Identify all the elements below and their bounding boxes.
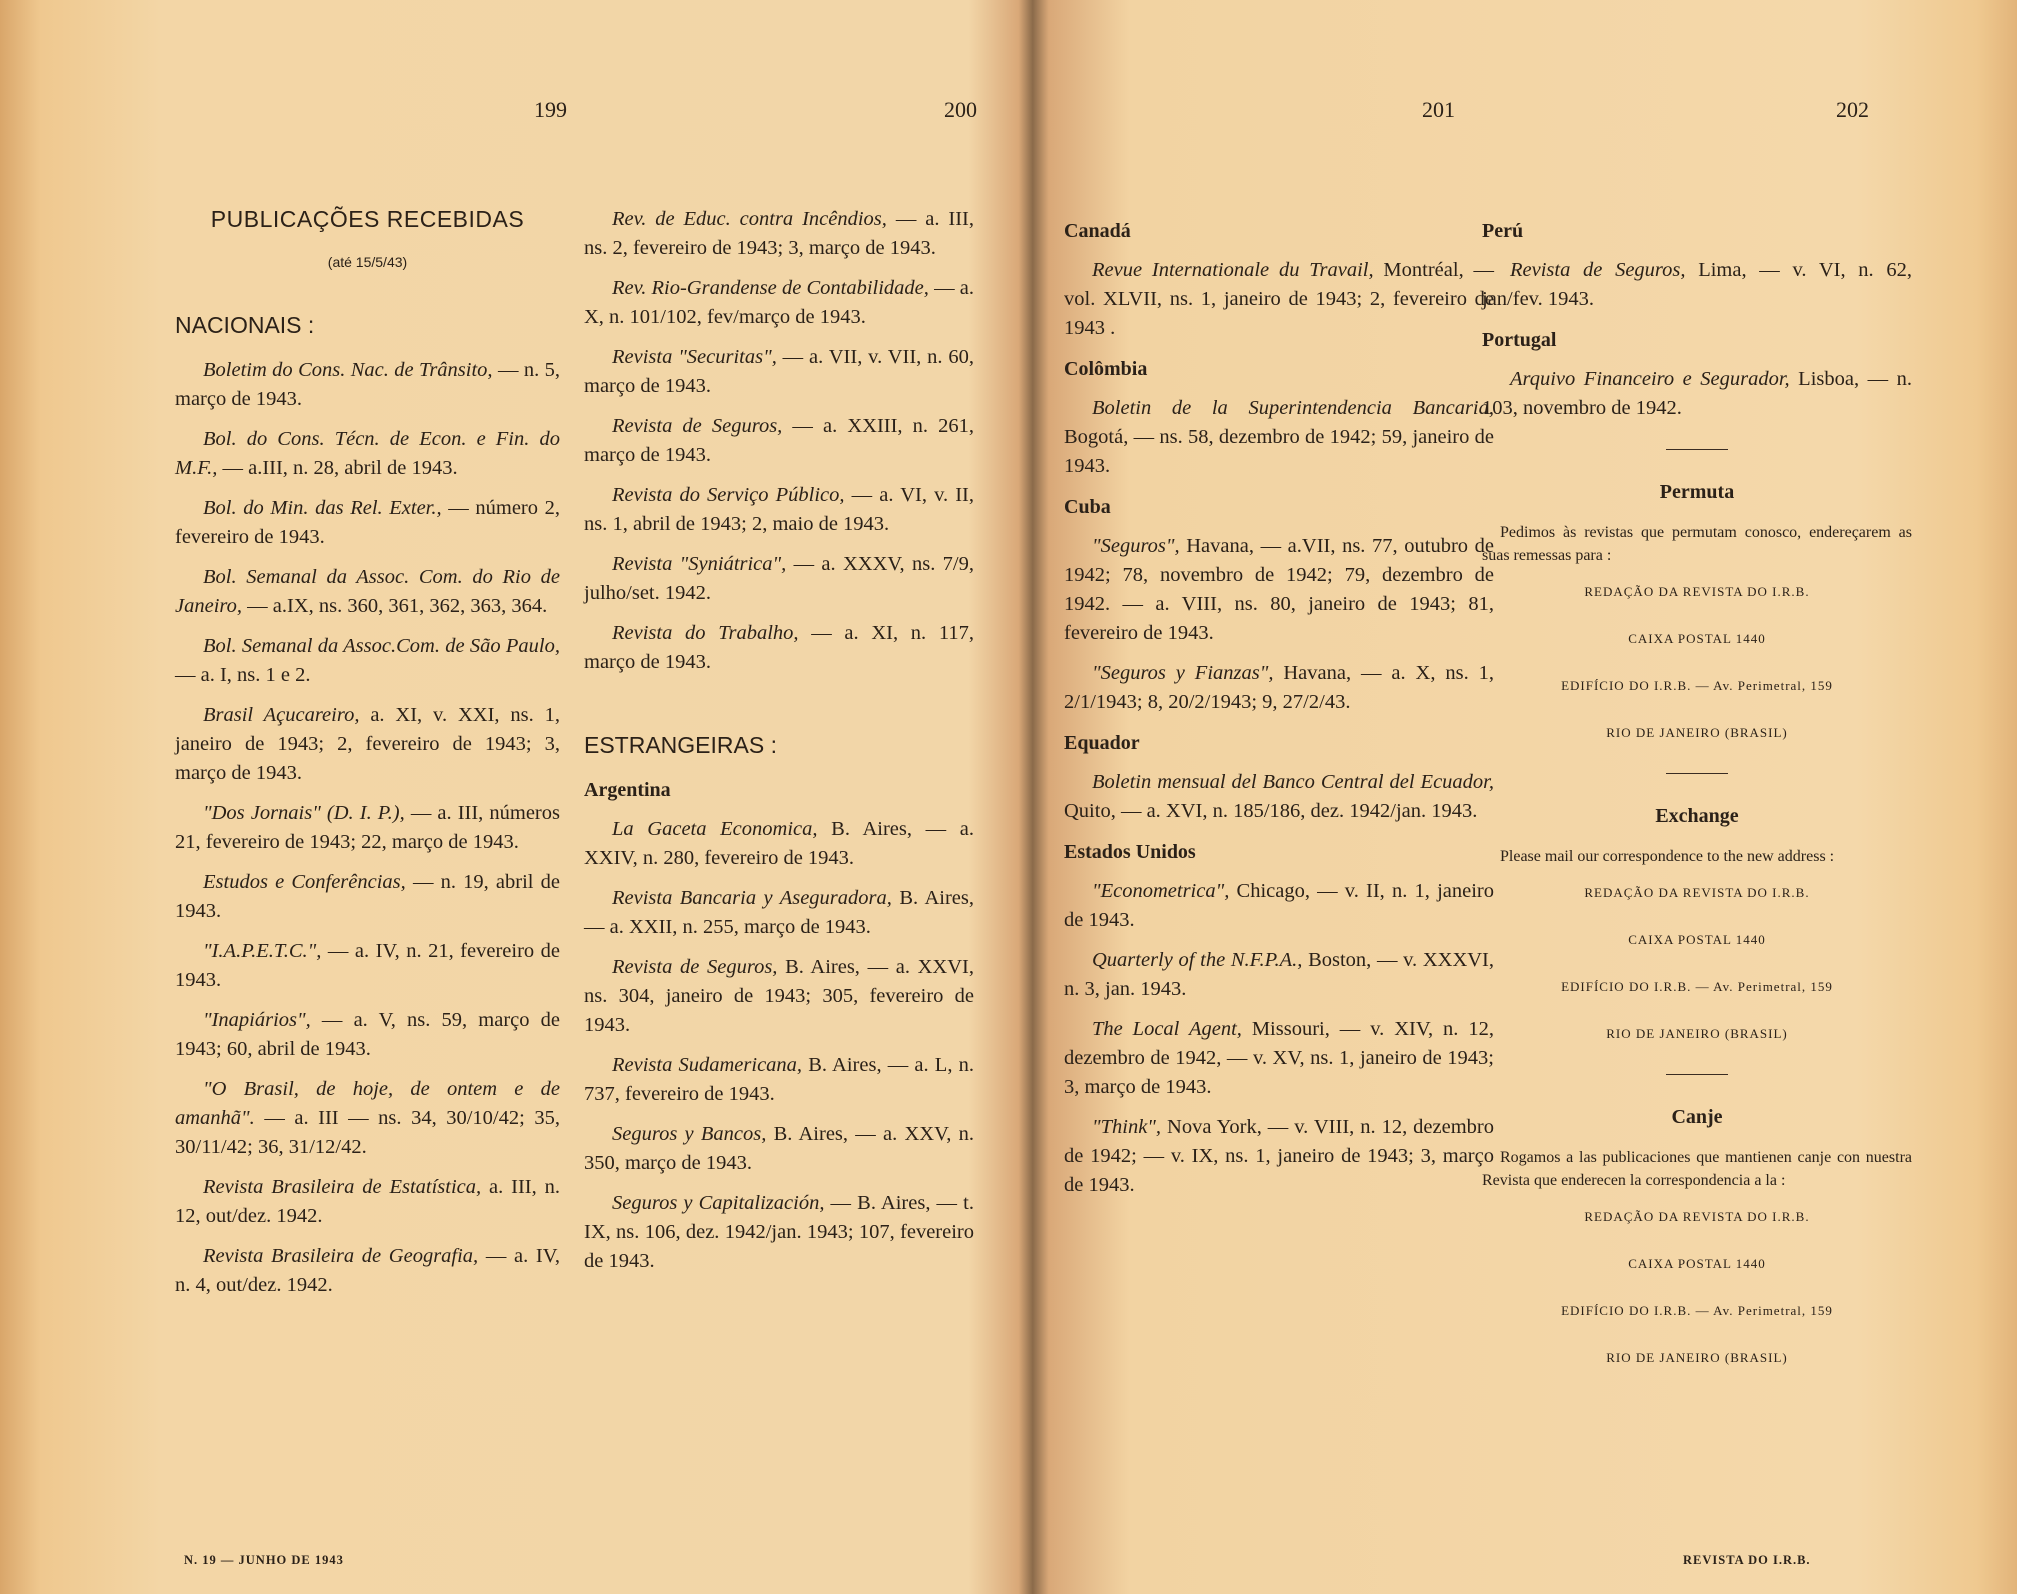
publication-entry bbox=[175, 1075, 560, 1162]
publication-title: Revista de Seguros, bbox=[1510, 259, 1686, 281]
publication-entry bbox=[1064, 946, 1494, 1004]
publication-entry bbox=[175, 425, 560, 483]
publication-title: Revista Bancaria y Aseguradora, bbox=[612, 887, 892, 909]
publication-title: Boletin de la Superintendencia Bancaria, bbox=[1092, 397, 1494, 419]
publication-entry bbox=[584, 1051, 974, 1109]
notice-text: Pedimos às revistas que permutam conosco, endereçarem as suas remessas para : bbox=[1482, 524, 1912, 564]
publication-entry bbox=[584, 412, 974, 470]
publication-title: Rev. Rio-Grandense de Contabilidade, bbox=[612, 277, 929, 299]
publication-entry bbox=[175, 1006, 560, 1064]
publication-entry bbox=[1064, 256, 1494, 343]
notice-text: Rogamos a las publicaciones que mantienen canje con nuestra Revista que enderecen la correspondencia a la : bbox=[1482, 1149, 1912, 1189]
publication-title: "I.A.P.E.T.C.", bbox=[203, 940, 322, 962]
address-line: REDAÇÃO DA REVISTA DO I.R.B. bbox=[1584, 885, 1810, 900]
publication-entry bbox=[175, 1242, 560, 1300]
publication-entry bbox=[175, 937, 560, 995]
publication-details: Havana, — a. X, ns. 1, 2/1/1943; 8, 20/2/1943; 9, 27/2/43. bbox=[1064, 662, 1494, 713]
publication-entry bbox=[584, 1120, 974, 1178]
publication-title: La Gaceta Economica, bbox=[612, 818, 818, 840]
publication-title: Quarterly of the N.F.P.A., bbox=[1092, 949, 1303, 971]
publication-details: — a. IV, n. 4, out/dez. 1942. bbox=[175, 1245, 560, 1296]
publication-details: a. XI, v. XXI, ns. 1, janeiro de 1943; 2, fevereiro de 1943; 3, março de 1943. bbox=[175, 704, 561, 784]
publication-details: — a. III — ns. 34, 30/10/42; 35, 30/11/42; 36, 31/12/42. bbox=[175, 1107, 560, 1158]
publication-entry bbox=[1064, 394, 1494, 481]
address-line: CAIXA POSTAL 1440 bbox=[1628, 631, 1766, 646]
publication-entry bbox=[584, 481, 974, 539]
publication-details: Missouri, — v. XIV, n. 12, dezembro de 1942, — v. XV, ns. 1, janeiro de 1943; 3, março de 1943. bbox=[1064, 1018, 1494, 1098]
publication-entry bbox=[1482, 256, 1912, 314]
column-199 bbox=[175, 205, 560, 1311]
publication-entry bbox=[1064, 877, 1494, 935]
notice-heading: Exchange bbox=[1655, 805, 1739, 827]
publication-details: — a. V, ns. 59, março de 1943; 60, abril de 1943. bbox=[175, 1009, 560, 1060]
publication-title: Bol. do Cons. Técn. de Econ. e Fin. do M.F., bbox=[175, 428, 560, 479]
notice-heading: Canje bbox=[1671, 1106, 1723, 1128]
divider bbox=[1666, 773, 1728, 774]
publication-details: Chicago, — v. II, n. 1, janeiro de 1943. bbox=[1064, 880, 1494, 931]
publication-details: a. III, n. 12, out/dez. 1942. bbox=[175, 1176, 560, 1227]
country-groups-202 bbox=[1482, 217, 1912, 423]
country-heading: Cuba bbox=[1064, 496, 1111, 518]
publication-details: — a. XI, n. 117, março de 1943. bbox=[584, 622, 974, 673]
column-200 bbox=[584, 205, 974, 1287]
publication-details: — n. 19, abril de 1943. bbox=[175, 871, 560, 922]
page-number-200: 200 bbox=[944, 97, 977, 122]
publication-title: Revue Internationale du Travail, bbox=[1092, 259, 1374, 281]
section-heading-estrangeiras: ESTRANGEIRAS : bbox=[584, 732, 777, 758]
publication-entry bbox=[1064, 532, 1494, 648]
publication-details: — n. 5, março de 1943. bbox=[175, 359, 561, 410]
publication-details: — a. XXIII, n. 261, março de 1943. bbox=[584, 415, 974, 466]
publication-details: B. Aires, — a. XXVI, ns. 304, janeiro de 1943; 305, fevereiro de 1943. bbox=[584, 956, 974, 1036]
divider bbox=[1666, 449, 1728, 450]
country-heading: Perú bbox=[1482, 220, 1524, 242]
publication-entry bbox=[584, 550, 974, 608]
publication-details: B. Aires, — a. XXIV, n. 280, fevereiro de 1943. bbox=[584, 818, 975, 869]
footer-right: REVISTA DO I.R.B. bbox=[1683, 1553, 1811, 1567]
notices bbox=[1482, 449, 1912, 1372]
country-heading: Equador bbox=[1064, 732, 1140, 754]
publication-title: Bol. Semanal da Assoc.Com. de São Paulo, bbox=[203, 635, 560, 657]
page-subtitle: (até 15/5/43) bbox=[327, 254, 408, 270]
page-number-201: 201 bbox=[1422, 97, 1455, 122]
publication-details: — a. X, n. 101/102, fev/março de 1943. bbox=[584, 277, 974, 328]
country-heading: Colômbia bbox=[1064, 358, 1148, 380]
publication-title: "Seguros y Fianzas", bbox=[1092, 662, 1274, 684]
publication-entry bbox=[1064, 1113, 1494, 1200]
publication-entry bbox=[175, 701, 560, 788]
publication-title: "Seguros", bbox=[1092, 535, 1180, 557]
publication-details: B. Aires, — a. L, n. 737, fevereiro de 1943. bbox=[584, 1054, 974, 1105]
publication-title: Revista "Securitas", bbox=[612, 346, 777, 368]
publication-title: Revista de Seguros, bbox=[612, 415, 783, 437]
publication-details: — a. III, números 21, fevereiro de 1943; 22, março de 1943. bbox=[175, 802, 560, 853]
publication-entry bbox=[175, 868, 560, 926]
publication-entry bbox=[1064, 1015, 1494, 1102]
publication-entry bbox=[1064, 768, 1494, 826]
publication-title: Revista de Seguros, bbox=[612, 956, 778, 978]
publication-title: Estudos e Conferências, bbox=[203, 871, 406, 893]
country-heading: Estados Unidos bbox=[1064, 841, 1196, 863]
column-201 bbox=[1064, 205, 1494, 1211]
publication-details: Lisboa, — n. 103, novembro de 1942. bbox=[1482, 368, 1913, 419]
publication-details: Lima, — v. VI, n. 62, jan/fev. 1943. bbox=[1482, 259, 1912, 310]
publication-title: Bol. do Min. das Rel. Exter., bbox=[203, 497, 442, 519]
publication-title: "Think", bbox=[1092, 1116, 1162, 1138]
publication-entry bbox=[584, 274, 974, 332]
publication-details: Nova York, — v. VIII, n. 12, dezembro de 1942; — v. IX, ns. 1, janeiro de 1943; 3, março de 1943. bbox=[1064, 1116, 1494, 1196]
address-line: RIO DE JANEIRO (BRASIL) bbox=[1606, 1026, 1788, 1041]
country-heading: Canadá bbox=[1064, 220, 1131, 242]
publication-title: Revista do Trabalho, bbox=[612, 622, 799, 644]
section-heading-nacionais: NACIONAIS : bbox=[175, 312, 315, 338]
divider bbox=[1666, 1074, 1728, 1075]
publication-title: Seguros y Bancos, bbox=[612, 1123, 767, 1145]
publication-details: Boston, — v. XXXVI, n. 3, jan. 1943. bbox=[1064, 949, 1495, 1000]
publication-title: Brasil Açucareiro, bbox=[203, 704, 360, 726]
publication-entry bbox=[175, 356, 560, 414]
footer-left: N. 19 — JUNHO DE 1943 bbox=[184, 1553, 344, 1567]
publication-title: "Inapiários", bbox=[203, 1009, 311, 1031]
publication-details: — B. Aires, — t. IX, ns. 106, dez. 1942/jan. 1943; 107, fevereiro de 1943. bbox=[584, 1192, 974, 1272]
publication-details: Quito, — a. XVI, n. 185/186, dez. 1942/jan. 1943. bbox=[1064, 800, 1478, 822]
publication-details: — a. VII, v. VII, n. 60, março de 1943. bbox=[584, 346, 974, 397]
address-line: RIO DE JANEIRO (BRASIL) bbox=[1606, 725, 1788, 740]
publication-details: B. Aires, — a. XXII, n. 255, março de 1943. bbox=[584, 887, 975, 938]
publication-details: — a. IV, n. 21, fevereiro de 1943. bbox=[175, 940, 560, 991]
country-heading: Portugal bbox=[1482, 329, 1557, 351]
publication-title: Boletin mensual del Banco Central del Ecuador, bbox=[1092, 771, 1494, 793]
column-202 bbox=[1482, 205, 1912, 1390]
publication-details: — a. III, ns. 2, fevereiro de 1943; 3, março de 1943. bbox=[584, 208, 974, 259]
publication-title: Revista do Serviço Público, bbox=[612, 484, 845, 506]
publication-details: B. Aires, — a. XXV, n. 350, março de 1943. bbox=[584, 1123, 974, 1174]
publication-details: Havana, — a.VII, ns. 77, outubro de 1942; 78, novembro de 1942; 79, dezembro de 1942. — a. VIII, ns. 80, janeiro de 1943; 81, fevereiro de 1943. bbox=[1064, 535, 1494, 644]
entry-list-199 bbox=[175, 356, 560, 1300]
address-line: EDIFÍCIO DO I.R.B. — Av. Perimetral, 159 bbox=[1561, 1303, 1833, 1318]
publication-title: Boletim do Cons. Nac. de Trânsito, bbox=[203, 359, 493, 381]
publication-entry bbox=[1482, 365, 1912, 423]
publication-title: "Dos Jornais" (D. I. P.), bbox=[203, 802, 405, 824]
publication-entry bbox=[175, 799, 560, 857]
publication-title: Arquivo Financeiro e Segurador, bbox=[1510, 368, 1790, 390]
entry-list-argentina bbox=[584, 815, 974, 1276]
publication-entry bbox=[175, 494, 560, 552]
publication-title: "O Brasil, de hoje, de ontem e de amanhã". bbox=[175, 1078, 560, 1129]
publication-entry bbox=[175, 563, 560, 621]
publication-title: Revista "Syniátrica", bbox=[612, 553, 787, 575]
page-title: PUBLICAÇÕES RECEBIDAS bbox=[210, 206, 525, 232]
publication-details: Bogotá, — ns. 58, dezembro de 1942; 59, janeiro de 1943. bbox=[1064, 426, 1494, 477]
right-page bbox=[1038, 0, 2017, 1594]
publication-details: — a.III, n. 28, abril de 1943. bbox=[217, 457, 458, 479]
address-line: REDAÇÃO DA REVISTA DO I.R.B. bbox=[1584, 584, 1810, 599]
page-number-202: 202 bbox=[1836, 97, 1869, 122]
publication-title: Revista Brasileira de Geografia, bbox=[203, 1245, 479, 1267]
address-line: CAIXA POSTAL 1440 bbox=[1628, 1256, 1766, 1271]
publication-details: — a. I, ns. 1 e 2. bbox=[175, 664, 311, 686]
publication-title: Revista Sudamericana, bbox=[612, 1054, 803, 1076]
publication-entry bbox=[584, 815, 974, 873]
entry-list-200 bbox=[584, 205, 974, 677]
page-number-199: 199 bbox=[534, 97, 567, 122]
publication-entry bbox=[584, 343, 974, 401]
address-line: EDIFÍCIO DO I.R.B. — Av. Perimetral, 159 bbox=[1561, 678, 1833, 693]
address-line: REDAÇÃO DA REVISTA DO I.R.B. bbox=[1584, 1209, 1810, 1224]
publication-entry bbox=[584, 619, 974, 677]
publication-details: — número 2, fevereiro de 1943. bbox=[175, 497, 560, 548]
publication-title: Bol. Semanal da Assoc. Com. do Rio de Janeiro, bbox=[175, 566, 560, 617]
publication-entry bbox=[175, 632, 560, 690]
publication-details: — a. VI, v. II, ns. 1, abril de 1943; 2, maio de 1943. bbox=[584, 484, 974, 535]
publication-title: Rev. de Educ. contra Incêndios, bbox=[612, 208, 887, 230]
country-groups-201 bbox=[1064, 217, 1494, 1200]
country-heading-argentina: Argentina bbox=[584, 779, 671, 801]
address-line: EDIFÍCIO DO I.R.B. — Av. Perimetral, 159 bbox=[1561, 979, 1833, 994]
publication-details: — a.IX, ns. 360, 361, 362, 363, 364. bbox=[242, 595, 548, 617]
address-line: CAIXA POSTAL 1440 bbox=[1628, 932, 1766, 947]
publication-entry bbox=[1064, 659, 1494, 717]
publication-title: "Econometrica", bbox=[1092, 880, 1230, 902]
publication-entry bbox=[175, 1173, 560, 1231]
publication-details: Montréal, — vol. XLVII, ns. 1, janeiro de 1943; 2, fevereiro de 1943 . bbox=[1064, 259, 1494, 339]
publication-entry bbox=[584, 205, 974, 263]
notice-text: Please mail our correspondence to the new address : bbox=[1500, 848, 1835, 865]
publication-entry bbox=[584, 953, 974, 1040]
publication-title: Seguros y Capitalización, bbox=[612, 1192, 825, 1214]
publication-title: The Local Agent, bbox=[1092, 1018, 1242, 1040]
publication-details: — a. XXXV, ns. 7/9, julho/set. 1942. bbox=[584, 553, 974, 604]
publication-entry bbox=[584, 884, 974, 942]
notice-heading: Permuta bbox=[1659, 481, 1735, 503]
publication-entry bbox=[584, 1189, 974, 1276]
address-line: RIO DE JANEIRO (BRASIL) bbox=[1606, 1350, 1788, 1365]
publication-title: Revista Brasileira de Estatística, bbox=[203, 1176, 482, 1198]
